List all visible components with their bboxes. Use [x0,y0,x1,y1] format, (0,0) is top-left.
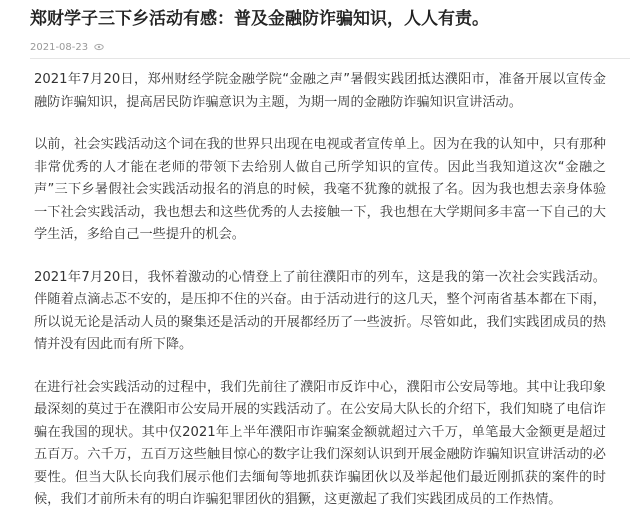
article-title: 郑财学子三下乡活动有感：普及金融防诈骗知识，人人有责。 [30,9,489,29]
paragraph-1: 2021年7月20日，郑州财经学院金融学院“金融之声”暑假实践团抵达濮阳市，准备开展以宣传金融防诈骗知识，提高居民防诈骗意识为主题，为期一周的金融防诈骗知识宣讲活动。 [34,72,606,110]
title-divider [30,58,630,59]
paragraph-2: 以前，社会实践活动这个词在我的世界只出现在电视或者宣传单上。因为在我的认知中，只有那种非常优秀的人才能在老师的带领下去给别人做自己所学知识的宣传。因此当我知道这次“金融之声”三下乡暑假社会实践活动报名的消息的时候，我毫不犹豫的就报了名。因为我也想去亲身体验一下社会实践活动，我也想去和这些优秀的人去接触一下，我也想在大学期间多丰富一下自己的大学生活，多给自己一些提升的机会。 [34,137,607,242]
paragraph-3: 2021年7月20日，我怀着激动的心情登上了前往濮阳市的列车，这是我的第一次社会实践活动。伴随着点滴忐忑不安的，是压抑不住的兴奋。由于活动进行的这几天，整个河南省基本都在下雨，所以说无论是活动人员的聚集还是活动的开展都经历了一些波折。尽管如此，我们实践团成员的热情并没有因此而有所下降。 [34,269,606,352]
article-meta [30,38,627,56]
article-body [34,69,627,512]
publish-date: 2021-08-23 [30,41,89,53]
eye-icon [94,42,104,52]
paragraph-4: 在进行社会实践活动的过程中，我们先前往了濮阳市反诈中心，濮阳市公安局等地。其中让我印象最深刻的莫过于在濮阳市公安局开展的实践活动了。在公安局大队长的介绍下，我们知晓了电信诈骗在我国的现状。其中仅2021年上半年濮阳市诈骗案金额就超过六千万，单笔最大金额更是超过五百万。六千万，五百万这些触目惊心的数字让我们深刻认识到开展金融防诈骗知识宣讲活动的必要性。但当大队长向我们展示他们去缅甸等地抓获诈骗团伙以及举起他们最近刚抓获的案件的时候，我们才前所未有的明白诈骗犯罪团伙的猖獗，这更激起了我们实践团成员的工作热情。 [34,379,606,507]
